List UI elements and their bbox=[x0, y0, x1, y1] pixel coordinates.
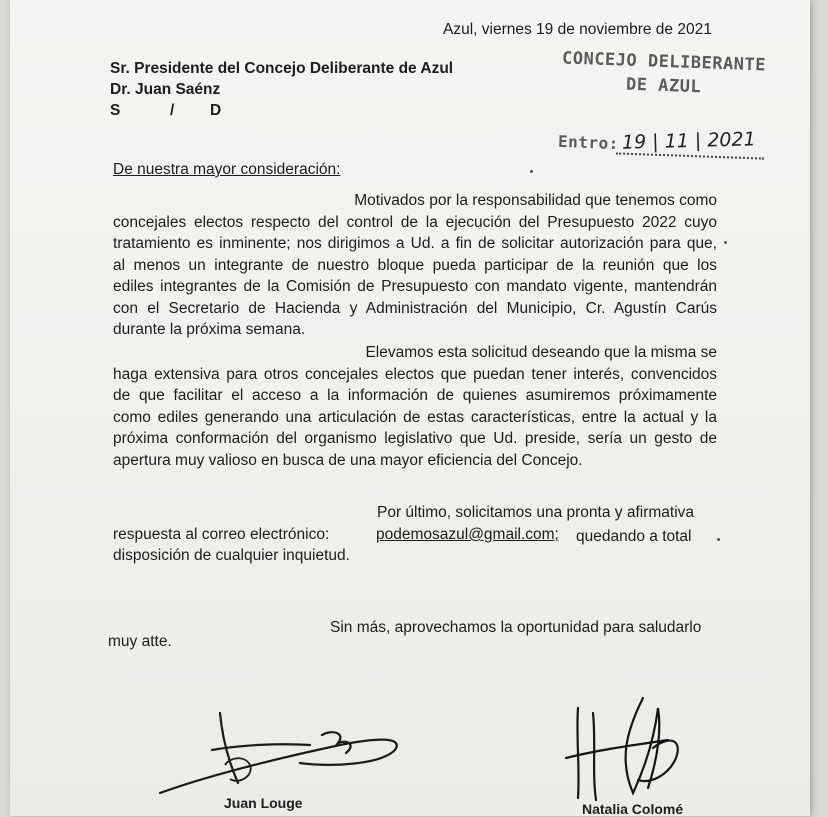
recipient-line-1: Sr. Presidente del Concejo Deliberante de Azul bbox=[110, 60, 454, 77]
paragraph-line: de que facilitar el acceso a la información de quienes asumiremos próximamente bbox=[113, 387, 717, 404]
paragraph-3-line-3: disposición de cualquier inquietud. bbox=[113, 547, 350, 564]
paragraph-3-line-2a: respuesta al correo electrónico: bbox=[113, 526, 330, 543]
email-address: podemosazul@gmail.com; bbox=[376, 526, 559, 543]
reception-stamp-line-1: CONCEJO DELIBERANTE bbox=[561, 48, 767, 76]
paragraph-line: haga extensiva para otros concejales electos que puedan tener interés, convencidos bbox=[113, 365, 717, 383]
paragraph-2 bbox=[113, 342, 717, 471]
closing-line-2: muy atte. bbox=[108, 633, 172, 650]
greeting: De nuestra mayor consideración: bbox=[113, 161, 341, 178]
sd-s: S bbox=[110, 102, 121, 119]
signature-right-name: Natalia Colomé bbox=[582, 801, 684, 817]
signature-left-name: Juan Louge bbox=[224, 795, 303, 811]
closing-line-1: Sin más, aprovechamos la oportunidad para saludarlo bbox=[330, 619, 702, 636]
reception-entry-date: 19 | 11 | 2021 bbox=[621, 128, 756, 154]
paper-speck bbox=[530, 170, 533, 173]
paragraph-line: Elevamos esta solicitud deseando que la misma se bbox=[365, 344, 717, 361]
reception-stamp-line-2: DE AZUL bbox=[625, 74, 702, 98]
recipient-line-2: Dr. Juan Saénz bbox=[110, 81, 221, 98]
signature-right-icon bbox=[558, 688, 708, 808]
date-line: Azul, viernes 19 de noviembre de 2021 bbox=[443, 21, 712, 38]
paragraph-line: al menos un integrante de nuestro bloque pueda participar de la reunión que los bbox=[113, 256, 717, 274]
paper-speck bbox=[717, 538, 720, 541]
paragraph-line: apertura muy valioso en busca de una mayor eficiencia del Concejo. bbox=[113, 451, 583, 469]
paragraph-line: próxima conformación del organismo legislativo que Ud. preside, sería un gesto de bbox=[113, 430, 717, 447]
paragraph-line: durante la próxima semana. bbox=[113, 321, 306, 338]
paragraph-3-line-1: Por último, solicitamos una pronta y afirmativa bbox=[377, 504, 695, 521]
paragraph-line: tratamiento es inminente; nos dirigimos a Ud. a fin de solicitar autorización para que, bbox=[113, 235, 717, 252]
signature-left-icon bbox=[150, 705, 420, 800]
paragraph-line: concejales electos respecto del control de la ejecución del Presupuesto 2022 cuyo bbox=[113, 213, 717, 231]
letter-page bbox=[10, 0, 810, 816]
paragraph-line: como ediles generando una articulación de estas características, entre la actual y la bbox=[113, 408, 717, 426]
reception-entry-label: Entro: bbox=[557, 131, 620, 154]
paragraph-line: con el Secretario de Hacienda y Administración del Municipio, Cr. Agustín Carús bbox=[113, 299, 717, 317]
paper-speck bbox=[724, 241, 727, 244]
sd-slash: / bbox=[170, 102, 175, 119]
paragraph-line: Motivados por la responsabilidad que tenemos como bbox=[354, 192, 717, 209]
entry-dotted-line bbox=[616, 152, 764, 159]
paragraph-3-line-2b: quedando a total bbox=[576, 528, 692, 545]
sd-d: D bbox=[210, 102, 222, 119]
paragraph-line: ediles integrantes de la Comisión de Presupuesto con mandato vigente, mantendrán bbox=[113, 278, 717, 295]
paragraph-1 bbox=[113, 190, 717, 341]
